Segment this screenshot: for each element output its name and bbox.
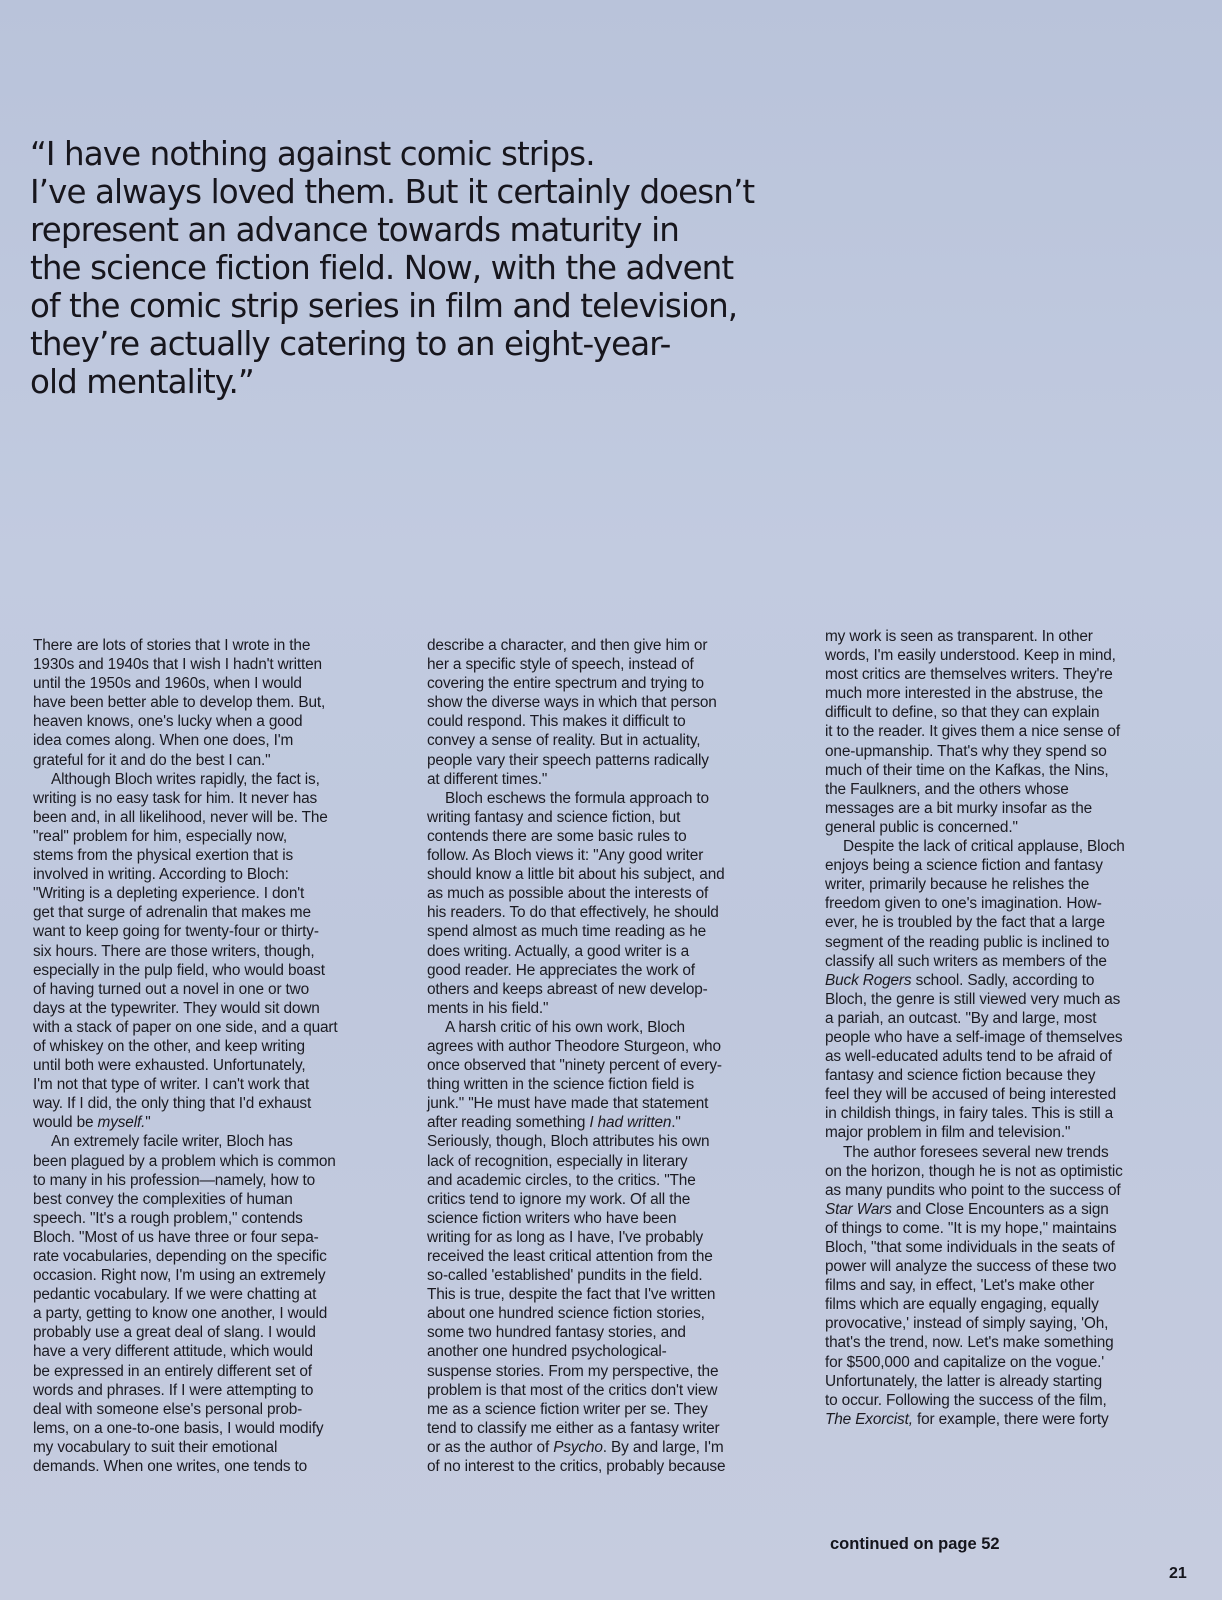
body-text-line: people vary their speech patterns radically [427,751,709,769]
body-text-line: have been better able to develop them. But, [33,694,326,712]
body-text-line: The author foresees several new trends [843,1143,1109,1161]
pull-quote-line: of the comic strip series in film and television, [30,287,738,325]
body-text-line: much more interested in the abstruse, the [825,685,1103,703]
body-text-line: involved in writing. According to Bloch: [33,866,289,884]
body-text-line: 1930s and 1940s that I wish I hadn't written [33,656,322,674]
body-text-line: I'm not that type of writer. I can't work that [33,1076,310,1094]
body-text-line: lems, on a one-to-one basis, I would modify [33,1419,324,1437]
body-text-line: at different times." [427,770,548,788]
body-text-line: of things to come. "It is my hope," maintains [825,1219,1117,1237]
body-text-line: rate vocabularies, depending on the specific [33,1248,327,1265]
body-text-line: spend almost as much time reading as he [427,923,707,941]
body-text-line: films and say, in effect, 'Let's make other [825,1277,1095,1295]
body-text-line: to many in his profession—namely, how to [33,1171,315,1189]
body-text-line: classify all such writers as members of the [825,952,1107,970]
pull-quote-line: represent an advance towards maturity in [30,211,679,249]
body-text-line: six hours. There are those writers, though, [33,942,315,960]
body-text-line: much of their time on the Kafkas, the Nins, [825,761,1109,779]
body-text-line: Despite the lack of critical applause, Bloch [843,838,1125,856]
body-text-line: Buck Rogers school. Sadly, according to [825,971,1095,989]
body-text-line: The Exorcist, for example, there were forty [825,1410,1109,1428]
body-text-line: most critics are themselves writers. They're [825,666,1113,684]
body-text-line: his readers. To do that effectively, he should [427,904,719,922]
body-text-line: difficult to define, so that they can explain [825,704,1100,722]
continued-note: continued on page 52 [830,1535,1000,1553]
body-text-line: writing for as long as I have, I've probably [427,1228,704,1246]
body-text-line: covering the entire spectrum and trying to [427,675,704,693]
body-text-line: contends there are some basic rules to [427,827,687,845]
body-text-line: "real" problem for him, especially now, [33,827,288,845]
body-text-line: fantasy and science fiction because they [825,1067,1096,1085]
body-text-line: especially in the pulp field, who would boast [33,961,325,979]
page-number: 21 [1169,1565,1187,1582]
body-text-line: a party, getting to know one another, I would [33,1305,328,1323]
body-text-line: so-called 'established' pundits in the field. [427,1267,703,1285]
body-text-line: to occur. Following the success of the film, [825,1391,1107,1409]
body-text-line: get that surge of adrenalin that makes me [33,904,311,922]
body-text-line: it to the reader. It gives them a nice sense of [825,723,1120,741]
body-text-line: show the diverse ways in which that person [427,694,717,712]
body-text-line: after reading something I had written." [427,1114,681,1132]
body-text-line: A harsh critic of his own work, Bloch [445,1018,685,1036]
body-text-line: Although Bloch writes rapidly, the fact is, [51,770,320,788]
body-text-line: way. If I did, the only thing that I'd exhaust [33,1095,312,1113]
body-text-line: of whiskey on the other, and keep writing [33,1037,305,1055]
body-text-line: Bloch eschews the formula approach to [445,789,709,807]
body-text-line: probably use a great deal of slang. I would [33,1324,316,1342]
body-text-line: power will analyze the success of these two [825,1258,1117,1276]
body-text-line: idea comes along. When one does, I'm [33,732,294,750]
body-text-line: convey a sense of reality. But in actuality, [427,732,701,750]
body-text-line: does writing. Actually, a good writer is a [427,942,690,960]
body-text-line: good reader. He appreciates the work of [427,961,695,979]
body-text-line: and academic circles, to the critics. "The [427,1171,696,1189]
body-text-line: writing fantasy and science fiction, but [427,808,681,826]
pull-quote [30,135,810,401]
body-text-line: messages are a bit murky insofar as the [825,799,1093,817]
body-text-line: my work is seen as transparent. In other [825,628,1093,645]
body-text-line: lack of recognition, especially in literary [427,1152,688,1170]
body-text-line: suspense stories. From my perspective, the [427,1362,719,1380]
body-text-line: problem is that most of the critics don't view [427,1381,718,1399]
body-text-line: critics tend to ignore my work. Of all the [427,1190,691,1208]
body-text-line: me as a science fiction writer per se. They [427,1400,708,1418]
body-text-line: until the 1950s and 1960s, when I would [33,675,302,693]
body-text-line: There are lots of stories that I wrote in the [33,637,311,654]
body-text-line: feel they will be accused of being interested [825,1086,1116,1104]
body-text-line: describe a character, and then give him or [427,637,708,654]
body-text-line: words, I'm easily understood. Keep in mind, [825,647,1116,665]
body-column-2 [427,636,807,1476]
body-text-line: as well-educated adults tend to be afraid of [825,1048,1112,1066]
body-text-line: her a specific style of speech, instead of [427,656,694,674]
pull-quote-line: I’ve always loved them. But it certainly doesn’t [30,173,755,211]
body-text-line: tend to classify me either as a fantasy writer [427,1419,720,1437]
pull-quote-line: they’re actually catering to an eight-year- [30,325,671,363]
body-text-line: another one hundred psychological- [427,1343,667,1361]
body-text-line: general public is concerned." [825,818,1018,836]
body-text-line: freedom given to one's imagination. How- [825,895,1102,913]
body-text-line: segment of the reading public is inclined to [825,933,1110,951]
body-text-line: of no interest to the critics, probably because [427,1458,726,1476]
body-text-line: agrees with author Theodore Sturgeon, who [427,1037,721,1055]
body-text-line: others and keeps abreast of new develop- [427,980,708,998]
body-text-line: Bloch, the genre is still viewed very much as [825,990,1121,1008]
pull-quote-line: old mentality.” [30,363,254,401]
body-text-line: heaven knows, one's lucky when a good [33,713,303,731]
body-text-line: Seriously, though, Bloch attributes his own [427,1133,710,1151]
body-text-line: for $500,000 and capitalize on the vogue.' [825,1353,1105,1371]
body-text-line: have a very different attitude, which would [33,1343,313,1361]
body-text-line: best convey the complexities of human [33,1190,293,1208]
body-text-line: received the least critical attention from the [427,1248,713,1265]
body-text-line: demands. When one writes, one tends to [33,1458,308,1476]
body-text-line: occasion. Right now, I'm using an extremely [33,1267,326,1285]
body-text-line: deal with someone else's personal prob- [33,1400,303,1418]
body-column-1 [33,636,413,1476]
body-text-line: stems from the physical exertion that is [33,847,294,865]
body-text-line: one-upmanship. That's why they spend so [825,742,1107,760]
body-text-line: follow. As Bloch views it: "Any good writer [427,847,704,865]
body-text-line: An extremely facile writer, Bloch has [51,1133,293,1151]
body-text-line: Bloch, "that some individuals in the seats of [825,1239,1115,1256]
body-text-line: been plagued by a problem which is common [33,1152,336,1170]
body-text-line: be expressed in an entirely different set of [33,1362,312,1380]
body-text-line: provocative,' instead of simply saying, 'Oh, [825,1315,1109,1333]
body-text-line: days at the typewriter. They would sit down [33,999,320,1017]
body-text-line: people who have a self-image of themselves [825,1028,1123,1046]
body-text-line: as many pundits who point to the success of [825,1181,1121,1199]
body-text-line: words and phrases. If I were attempting to [33,1381,314,1399]
body-text-line: enjoys being a science fiction and fantasy [825,857,1103,875]
body-text-line: junk." "He must have made that statement [427,1095,709,1113]
body-text-line: of having turned out a novel in one or two [33,980,310,998]
body-text-line: on the horizon, though he is not as optimistic [825,1162,1123,1180]
body-text-line: grateful for it and do the best I can." [33,751,271,769]
body-text-line: pedantic vocabulary. If we were chatting at [33,1286,317,1304]
body-text-line: a pariah, an outcast. "By and large, most [825,1009,1097,1027]
pull-quote-line: the science fiction field. Now, with the advent [30,249,734,287]
body-text-line: This is true, despite the fact that I've written [427,1286,716,1304]
body-text-line: in childish things, in fairy tales. This is still a [825,1105,1114,1123]
body-text-line: until both were exhausted. Unfortunately, [33,1057,306,1075]
body-text-line: writing is no easy task for him. It never has [33,789,318,807]
body-text-line: would be myself." [33,1114,151,1132]
body-text-line: Bloch. "Most of us have three or four sepa- [33,1228,319,1246]
body-text-line: the Faulkners, and the others whose [825,780,1069,798]
body-text-line: "Writing is a depleting experience. I don't [33,885,305,903]
body-text-line: Star Wars and Close Encounters as a sign [825,1200,1109,1218]
body-text-line: that's the trend, now. Let's make something [825,1334,1114,1352]
body-text-line: speech. "It's a rough problem," contends [33,1209,303,1227]
body-text-line: with a stack of paper on one side, and a quart [33,1018,338,1036]
body-text-line: Unfortunately, the latter is already starting [825,1372,1102,1390]
body-text-line: writer, primarily because he relishes the [825,876,1090,894]
body-text-line: thing written in the science fiction field is [427,1076,694,1094]
body-column-3 [825,627,1205,1429]
body-text-line: my vocabulary to suit their emotional [33,1438,278,1456]
body-text-line: could respond. This makes it difficult to [427,713,686,731]
body-text-line: as much as possible about the interests of [427,885,709,903]
body-text-line: want to keep going for twenty-four or thirty- [33,923,319,941]
body-text-line: about one hundred science fiction stories, [427,1305,705,1323]
body-text-line: been and, in all likelihood, never will be. The [33,808,328,826]
body-text-line: or as the author of Psycho. By and large, I'm [427,1438,724,1456]
body-text-line: films which are equally engaging, equally [825,1296,1099,1314]
body-text-line: ments in his field." [427,999,549,1017]
body-text-line: should know a little bit about his subject, and [427,866,725,884]
body-text-line: some two hundred fantasy stories, and [427,1324,686,1342]
body-text-line: science fiction writers who have been [427,1209,677,1227]
pull-quote-line: “I have nothing against comic strips. [30,135,595,173]
body-text-line: ever, he is troubled by the fact that a large [825,914,1105,932]
body-text-line: once observed that "ninety percent of every- [427,1057,722,1075]
body-text-line: major problem in film and television." [825,1124,1071,1142]
